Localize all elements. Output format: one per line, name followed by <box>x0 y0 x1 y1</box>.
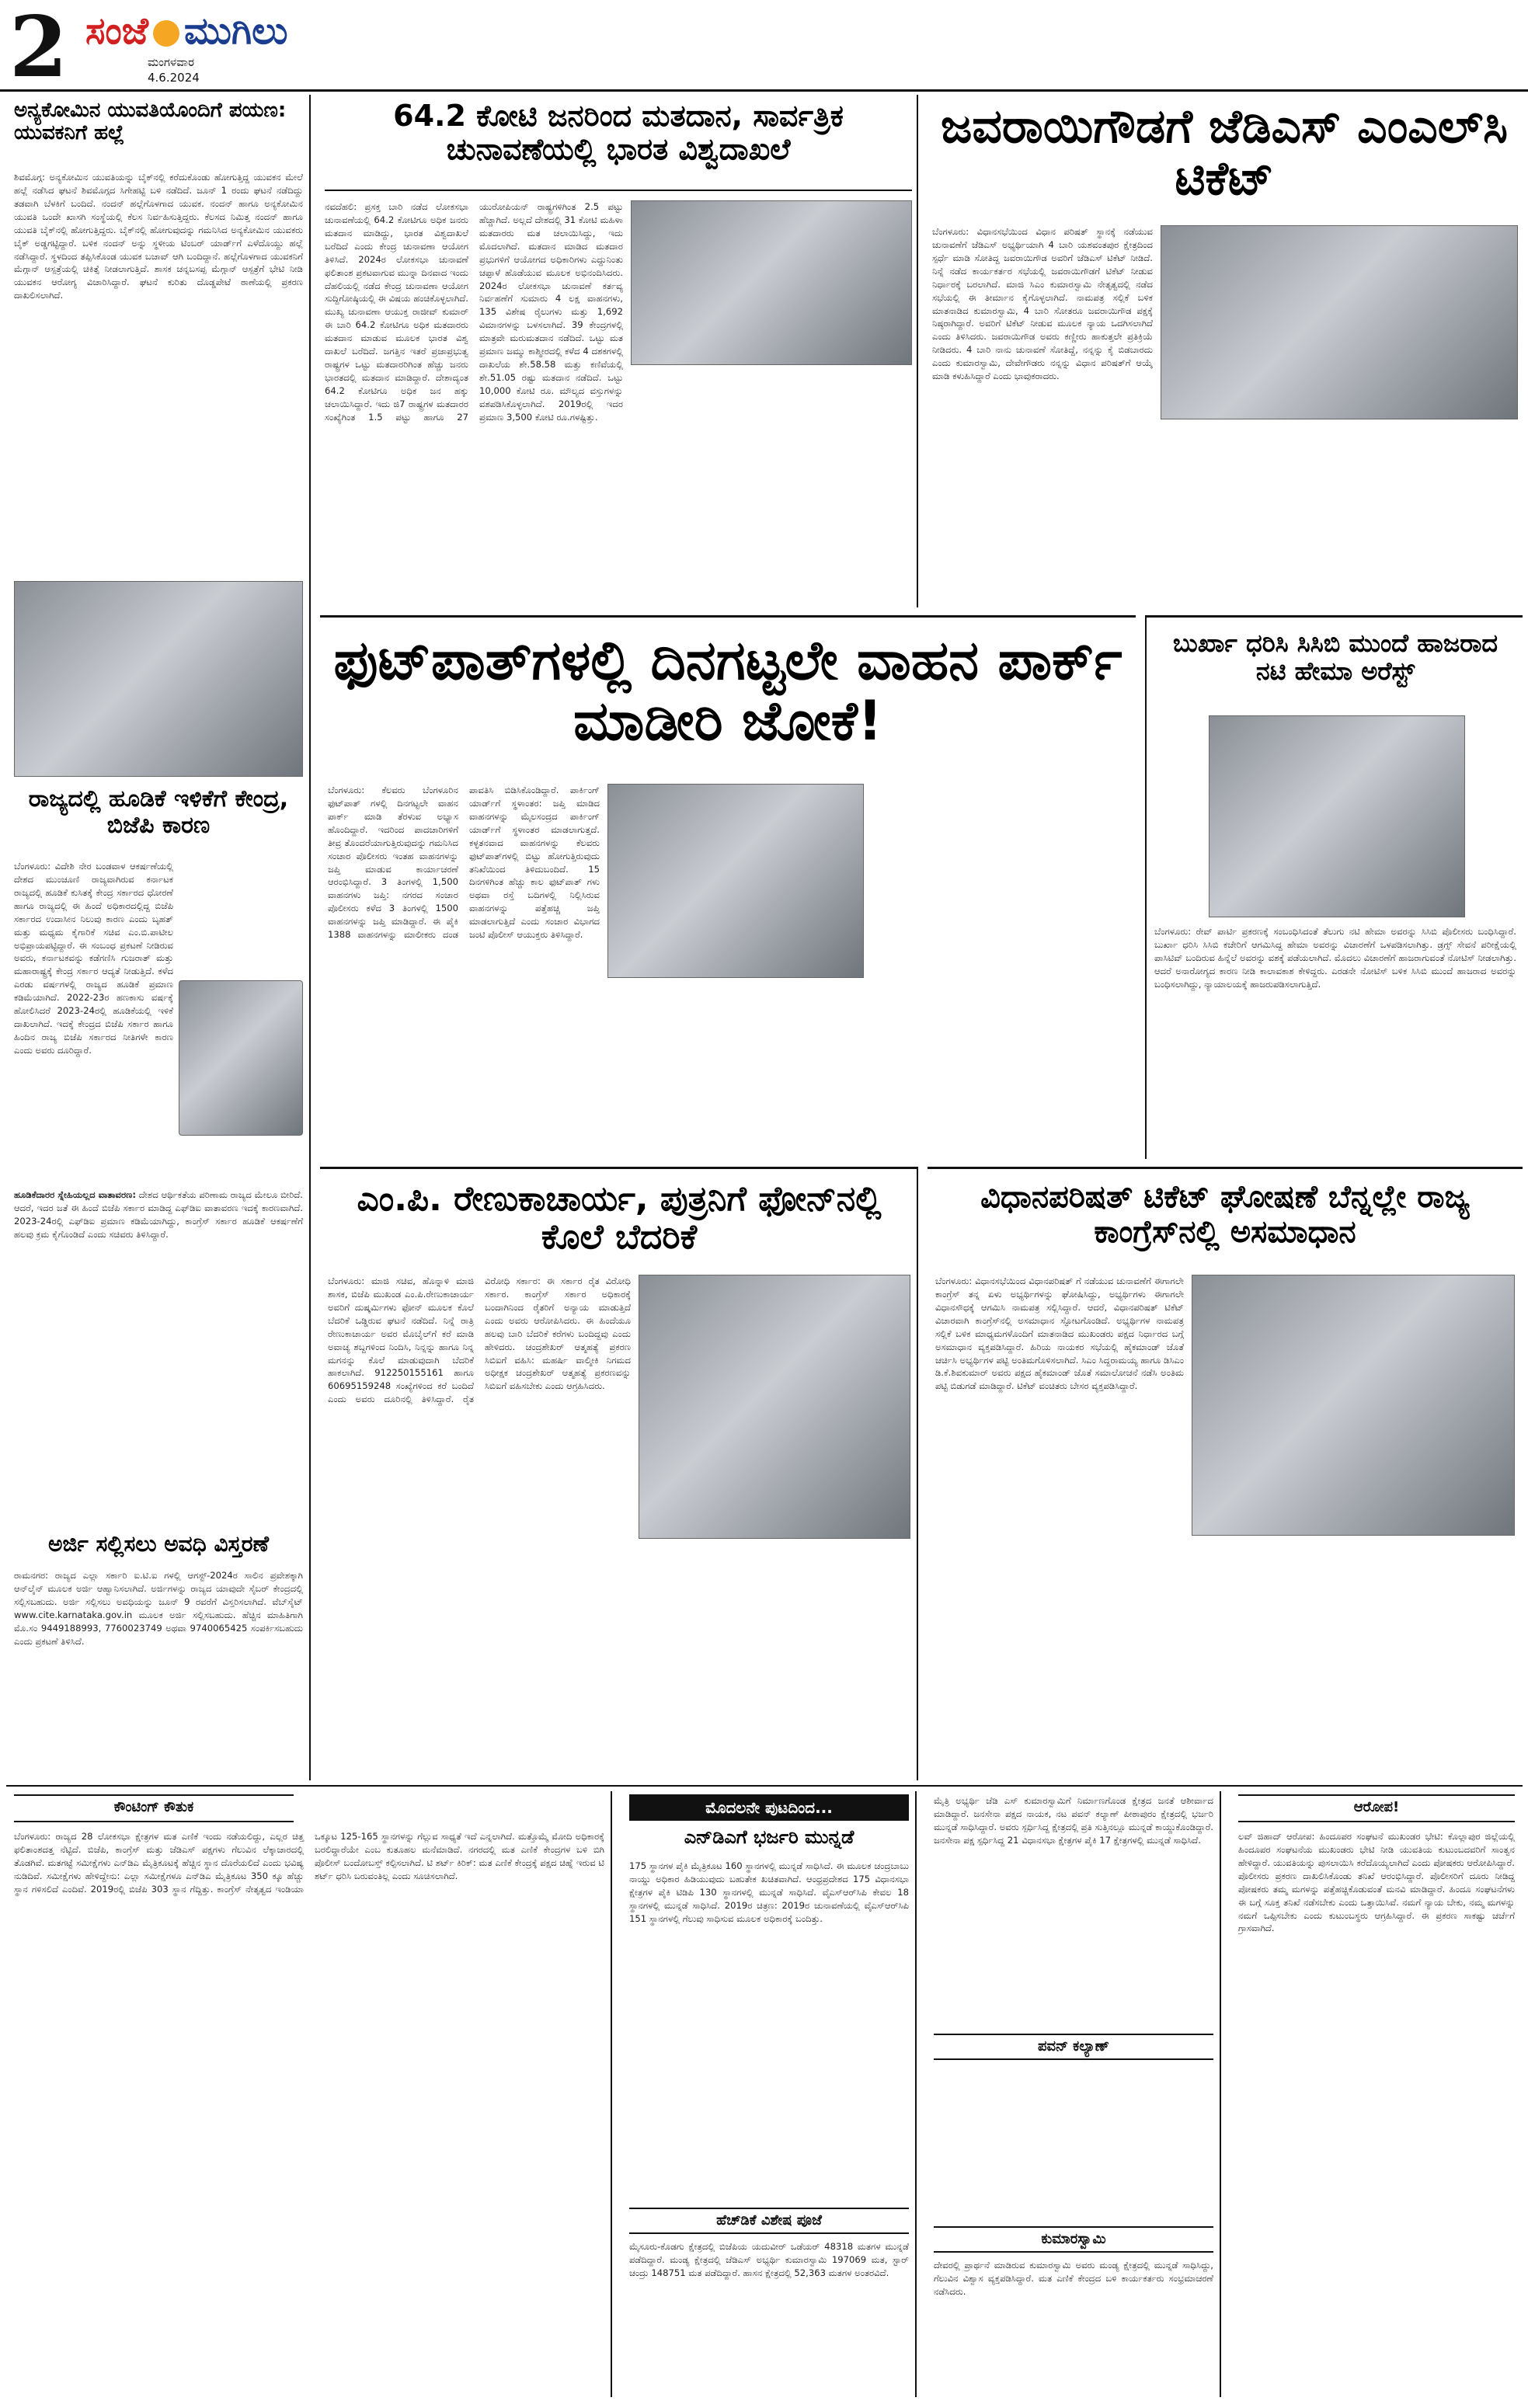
story-body <box>14 1188 303 1421</box>
story-council-ticket <box>928 1167 1523 1780</box>
story-headline: ರಾಜ್ಯದಲ್ಲಿ ಹೂಡಿಕೆ ಇಳಿಕೆಗೆ ಕೇಂದ್ರ, ಬಿಜೆಪಿ ಕಾರಣ <box>28 786 289 839</box>
story-jds-ticket <box>928 95 1523 607</box>
story-body: ಬೆಂಗಳೂರು: ಮಾಜಿ ಸಚಿವ, ಹೊನ್ನಾಳಿ ಮಾಜಿ ಶಾಸಕ, ಬಿಜೆಪಿ ಮುಖಂಡ ಎಂ.ಪಿ.ರೇಣುಕಾಚಾರ್ಯ ಅವರಿಗೆ ದುಷ್ಕರ್ಮಿಗಳು ಫೋನ್ ಮೂಲಕ ಕೊಲೆ ಬೆದರಿಕೆ ಒಡ್ಡಿರುವ ಘಟನೆ ನಡೆದಿದೆ. ನಿನ್ನೆ ರಾತ್ರಿ ರೇಣುಕಾಚಾರ್ಯ ಅವರ ಮೊಬೈಲ್‌ಗೆ ಕರೆ ಮಾಡಿ ಅವಾಚ್ಯ ಶಬ್ದಗಳಿಂದ ನಿಂದಿಸಿ, ನಿನ್ನನ್ನು ಹಾಗೂ ನಿನ್ನ ಮಗನನ್ನು ಕೊಲೆ ಮಾಡುವುದಾಗಿ ಬೆದರಿಕೆ ಹಾಕಲಾಗಿದೆ. 912250155161 ಹಾಗೂ 60695159248 ಸಂಖ್ಯೆಗಳಿಂದ ಕರೆ ಬಂದಿದೆ ಎಂದು ಅವರು ದೂರಿನಲ್ಲಿ ತಿಳಿಸಿದ್ದಾರೆ. ರೈತ ವಿರೋಧಿ ಸರ್ಕಾರ: ಈ ಸರ್ಕಾರ ರೈತ ವಿರೋಧಿ ಸರ್ಕಾರ. ಕಾಂಗ್ರೆಸ್ ಸರ್ಕಾರ ಅಧಿಕಾರಕ್ಕೆ ಬಂದಾಗಿನಿಂದ ರೈತರಿಗೆ ಅನ್ಯಾಯ ಮಾಡುತ್ತಿದೆ ಎಂದು ಅವರು ಆರೋಪಿಸಿದರು. ಈ ಹಿಂದೆಯೂ ಹಲವು ಬಾರಿ ಬೆದರಿಕೆ ಕರೆಗಳು ಬಂದಿದ್ದವು ಎಂದು ಹೇಳಿದರು. ಚಂದ್ರಶೇಖರ್ ಆತ್ಮಹತ್ಯೆ ಪ್ರಕರಣ ಸಿಬಿಐಗೆ ವಹಿಸಿ: ಮಹರ್ಷಿ ವಾಲ್ಮೀಕಿ ನಿಗಮದ ಅಧೀಕ್ಷಕ ಚಂದ್ರಶೇಖರ್ ಆತ್ಮಹತ್ಯೆ ಪ್ರಕರಣವನ್ನು ಸಿಬಿಐಗೆ ವಹಿಸಬೇಕು ಎಂದು ಆಗ್ರಹಿಸಿದರು. <box>328 1275 631 1405</box>
subhead: ಹೂಡಿಕೆದಾರರ ಸ್ನೇಹಿಯಲ್ಲದ ವಾತಾವರಣ: <box>14 1189 136 1200</box>
date: 4.6.2024 <box>148 71 200 85</box>
group-photo <box>1161 225 1518 419</box>
story-body-continued: ದೇಶದ ಆರ್ಥಿಕತೆಯ ಪರಿಣಾಮ ರಾಜ್ಯದ ಮೇಲೂ ಬೀರಿದೆ. ಆದರೆ, ಇದರ ಜತೆ ಈ ಹಿಂದೆ ಬಿಜೆಪಿ ಸರ್ಕಾರ ಮಾಡಿದ್ದ ಎಫ್‌ಡಿಐ ವಾತಾವರಣ ಇದಕ್ಕೆ ಕಾರಣವಾಗಿದೆ. 2023-24ರಲ್ಲಿ ಎಫ್‌ಡಿಐ ಪ್ರಮಾಣ ಕಡಿಮೆಯಾಗಿದ್ದು, ಕಾಂಗ್ರೆಸ್ ಸರ್ಕಾರ ಹೂಡಿಕೆ ಆಕರ್ಷಣೆಗೆ ಹಲವು ಕ್ರಮ ಕೈಗೊಂಡಿದೆ ಎಂದು ಸಚಿವರು ತಿಳಿಸಿದ್ದಾರೆ. <box>14 1189 303 1240</box>
story-headline: ಎಂ.ಪಿ. ರೇಣುಕಾಚಾರ್ಯ, ಪುತ್ರನಿಗೆ ಫೋನ್‌ನಲ್ಲಿ ಕೊಲೆ ಬೆದರಿಕೆ <box>357 1180 882 1258</box>
politician-photo <box>639 1275 910 1539</box>
voters-queue-photo <box>631 200 912 365</box>
story-headline: ಎನ್‌ಡಿಎಗೆ ಭರ್ಜರಿ ಮುನ್ನಡೆ <box>684 1827 854 1848</box>
story-footpath-parking <box>320 615 1136 1159</box>
story-pawan-kalyan <box>926 1791 1221 2397</box>
story-allegation <box>1230 1791 1523 2397</box>
story-threat-call <box>320 1167 918 1780</box>
story-body: ಬೆಂಗಳೂರು: ವಿಧಾನಸಭೆಯಿಂದ ವಿಧಾನ ಪರಿಷತ್ ಸ್ಥಾನಕ್ಕೆ ನಡೆಯುವ ಚುನಾವಣೆಗೆ ಜೆಡಿಎಸ್ ಅಭ್ಯರ್ಥಿಯಾಗಿ 4 ಬಾರಿ ಯಶವಂತಪುರ ಕ್ಷೇತ್ರದಿಂದ ಸ್ಪರ್ಧೆ ಮಾಡಿ ಸೋತಿದ್ದ ಜವರಾಯಿಗೌಡ ಅವರಿಗೆ ಜೆಡಿಎಸ್ ಟಿಕೆಟ್ ನೀಡಿದೆ. ನಿನ್ನೆ ನಡೆದ ಕಾರ್ಯಕರ್ತರ ಸಭೆಯಲ್ಲಿ ಜವರಾಯಿಗೌಡಗೆ ಟಿಕೆಟ್ ನೀಡುವ ನಿರ್ಧಾರಕ್ಕೆ ಬರಲಾಗಿದೆ. ಮಾಜಿ ಸಿಎಂ ಕುಮಾರಸ್ವಾಮಿ ನೇತೃತ್ವದಲ್ಲಿ ನಡೆದ ಸಭೆಯಲ್ಲಿ ಈ ತೀರ್ಮಾನ ಕೈಗೊಳ್ಳಲಾಗಿದೆ. ನಾಮಪತ್ರ ಸಲ್ಲಿಕೆ ಬಳಿಕ ಮಾತನಾಡಿದ ಕುಮಾರಸ್ವಾಮಿ, 4 ಬಾರಿ ಸೋತರೂ ಜವರಾಯಿಗೌಡ ಪಕ್ಷಕ್ಕೆ ನಿಷ್ಠರಾಗಿದ್ದಾರೆ. ಅವರಿಗೆ ಟಿಕೆಟ್ ನೀಡುವ ಮೂಲಕ ನ್ಯಾಯ ಒದಗಿಸಲಾಗಿದೆ ಎಂದು ತಿಳಿಸಿದರು. ಜವರಾಯಿಗೌಡ ಅವರು ಕಣ್ಣೀರು ಹಾಕುತ್ತಲೇ ಪ್ರತಿಕ್ರಿಯೆ ನೀಡಿದರು. 4 ಬಾರಿ ನಾನು ಚುನಾವಣೆ ಸೋತಿದ್ದೆ, ನನ್ನನ್ನು ಕೈ ಬಿಡಬಾರದು ಎಂದು ಕುಮಾರಸ್ವಾಮಿ, ದೇವೇಗೌಡರು ನನ್ನನ್ನು ವಿಧಾನ ಪರಿಷತ್‌ಗೆ ಆಯ್ಕೆ ಮಾಡಿ ಕಳುಹಿಸಿದ್ದಾರೆ ಎಂದು ಭಾವುಕರಾದರು. <box>932 226 1153 382</box>
continued-label: ಮೊದಲನೇ ಪುಟದಿಂದ... <box>629 1794 909 1821</box>
weekday: ಮಂಗಳವಾರ <box>148 55 195 69</box>
logo-text-b: ಮುಗಿಲು <box>183 9 288 53</box>
story-vote-record <box>320 95 918 607</box>
story-body-continued: ಮೈಸೂರು-ಕೊಡಗು ಕ್ಷೇತ್ರದಲ್ಲಿ ಬಿಜೆಪಿಯ ಯದುವೀರ್ ಒಡೆಯರ್ 48318 ಮತಗಳ ಮುನ್ನಡೆ ಪಡೆದಿದ್ದಾರೆ. ಮಂಡ್ಯ ಕ್ಷೇತ್ರದಲ್ಲಿ ಜೆಡಿಎಸ್ ಅಭ್ಯರ್ಥಿ ಕುಮಾರಸ್ವಾಮಿ 197069 ಮತ, ಸ್ಟಾರ್ ಚಂದ್ರು 148751 ಮತ ಪಡೆದಿದ್ದಾರೆ. ಹಾಸನ ಕ್ಷೇತ್ರದಲ್ಲಿ 52,363 ಮತಗಳ ಅಂತರವಿದೆ. <box>629 2241 909 2278</box>
story-body: ಶಿವಮೊಗ್ಗ: ಅನ್ಯಕೋಮಿನ ಯುವತಿಯನ್ನು ಬೈಕ್‌ನಲ್ಲಿ ಕರೆದುಕೊಂಡು ಹೋಗುತ್ತಿದ್ದ ಯುವಕನ ಮೇಲೆ ಹಲ್ಲೆ ನಡೆಸಿದ ಘಟನೆ ಶಿವಮೊಗ್ಗದ ಸಿಗೇಹಟ್ಟಿ ಬಳಿ ನಡೆದಿದೆ. ಜೂನ್ 1 ರಂದು ಘಟನೆ ನಡೆದಿದ್ದು ತಡವಾಗಿ ಬೆಳಕಿಗೆ ಬಂದಿದೆ. ನಂದನ್ ಹಲ್ಲೆಗೊಳಗಾದ ಯುವಕ. ನಂದನ್ ಹಾಗೂ ಅನ್ಯಕೋಮಿನ ಯುವತಿ ಒಂದೇ ಖಾಸಗಿ ಸಂಸ್ಥೆಯಲ್ಲಿ ಕೆಲಸ ನಿರ್ವಹಿಸುತ್ತಿದ್ದರು. ಕೆಲಸದ ನಿಮಿತ್ತ ನಂದನ್ ಹಾಗೂ ಯುವತಿ ಬೈಕ್‌ನಲ್ಲಿ ಹೋಗುತ್ತಿದ್ದರು. ಬೈಕ್‌ನಲ್ಲಿ ಹೋಗುವುದನ್ನು ಗಮನಿಸಿದ ಅನ್ಯಕೋಮಿನ ಯುವಕರು ಬೈಕ್ ಅಡ್ಡಗಟ್ಟಿದ್ದಾರೆ. ಬಳಿಕ ನಂದನ್ ಅನ್ನು ಸ್ಥಳೀಯ ಟಿಂಬರ್ ಯಾರ್ಡ್‌ಗೆ ಎಳೆದೊಯ್ದು ಹಲ್ಲೆ ನಡೆಸಿದ್ದಾರೆ. ಸ್ಥಳದಿಂದ ತಪ್ಪಿಸಿಕೊಂಡ ಯುವಕ ಬಚಾವ್ ಆಗಿ ಬಂದಿದ್ದಾನೆ. ಹಲ್ಲೆಗೊಳಗಾದ ಯುವಕನಿಗೆ ಮೆಗ್ಗಾನ್ ಆಸ್ಪತ್ರೆಯಲ್ಲಿ ಚಿಕಿತ್ಸೆ ನೀಡಲಾಗುತ್ತಿದೆ. ಶಾಸಕ ಚನ್ನಬಸಪ್ಪ ಮೆಗ್ಗಾನ್ ಆಸ್ಪತ್ರೆಗೆ ಭೇಟಿ ನೀಡಿ ಯುವಕನ ಆರೋಗ್ಯ ವಿಚಾರಿಸಿದ್ದಾರೆ. ಘಟನೆ ಕುರಿತು ದೊಡ್ಡಪೇಟೆ ಠಾಣೆಯಲ್ಲಿ ಪ್ರಕರಣ ದಾಖಲಿಸಲಾಗಿದೆ. <box>14 172 303 301</box>
divider <box>325 190 912 191</box>
story-body: ರಾಮನಗರ: ರಾಜ್ಯದ ಎಲ್ಲಾ ಸರ್ಕಾರಿ ಐ.ಟಿ.ಐ ಗಳಲ್ಲಿ ಆಗಸ್ಟ್-2024ರ ಸಾಲಿನ ಪ್ರವೇಶಕ್ಕಾಗಿ ಆನ್‌ಲೈನ್ ಮೂಲಕ ಅರ್ಜಿ ಆಹ್ವಾನಿಸಲಾಗಿದೆ. ಅರ್ಜಿಗಳನ್ನು ರಾಜ್ಯದ ಯಾವುದೇ ಸೈಬರ್ ಕೇಂದ್ರದಲ್ಲಿ ಸಲ್ಲಿಸಬಹುದು. ಅರ್ಜಿ ಸಲ್ಲಿಸಲು ಅವಧಿಯನ್ನು ಜೂನ್ 9 ರವರೆಗೆ ವಿಸ್ತರಿಸಲಾಗಿದೆ. ವೆಬ್‌ಸೈಟ್ www.cite.karnataka.gov.in ಮೂಲಕ ಅರ್ಜಿ ಸಲ್ಲಿಸಬಹುದು. ಹೆಚ್ಚಿನ ಮಾಹಿತಿಗಾಗಿ ಮೊ.ಸಂ 9449188993, 7760023749 ಅಥವಾ 9740065425 ಸಂಪರ್ಕಿಸಬಹುದು ಎಂದು ಪ್ರಕಟಣೆ ತಿಳಿಸಿದೆ. <box>14 1570 303 1647</box>
story-headline: ಆರೋಪ! <box>1238 1794 1515 1822</box>
story-body: ಬೆಂಗಳೂರು: ವಿದೇಶಿ ನೇರ ಬಂಡವಾಳ ಆಕರ್ಷಣೆಯಲ್ಲಿ ದೇಶದ ಮುಂಚೂಣಿ ರಾಜ್ಯವಾಗಿರುವ ಕರ್ನಾಟಕ ರಾಜ್ಯದಲ್ಲಿ ಹೂಡಿಕೆ ಕುಸಿತಕ್ಕೆ ಕೇಂದ್ರ ಸರ್ಕಾರದ ಧೋರಣೆ ಹಾಗೂ ರಾಜ್ಯದಲ್ಲಿ ಈ ಹಿಂದೆ ಅಧಿಕಾರದಲ್ಲಿದ್ದ ಬಿಜೆಪಿ ಸರ್ಕಾರದ ಉದಾಸೀನ ನಿಲುವು ಕಾರಣ ಎಂದು ಬೃಹತ್ ಮತ್ತು ಮಧ್ಯಮ ಕೈಗಾರಿಕೆ ಸಚಿವ ಎಂ.ಬಿ.ಪಾಟೀಲ ಅಭಿಪ್ರಾಯಪಟ್ಟಿದ್ದಾರೆ. ಈ ಸಂಬಂಧ ಪ್ರಕಟಣೆ ನೀಡಿರುವ ಅವರು, ಕರ್ನಾಟಕವನ್ನು ಕಡೆಗಣಿಸಿ ಗುಜರಾತ್ ಮತ್ತು ಮಹಾರಾಷ್ಟ್ರಕ್ಕೆ ಕೇಂದ್ರ ಸರ್ಕಾರ ಆದ್ಯತೆ ನೀಡುತ್ತಿದೆ. ಕಳೆದ ಎರಡು ವರ್ಷಗಳಲ್ಲಿ ರಾಜ್ಯದ ಹೂಡಿಕೆ ಪ್ರಮಾಣ ಕಡಿಮೆಯಾಗಿದೆ. 2022-23ರ ಹಣಕಾಸು ವರ್ಷಕ್ಕೆ ಹೋಲಿಸಿದರೆ 2023-24ರಲ್ಲಿ ಹೂಡಿಕೆಯಲ್ಲಿ ಇಳಿಕೆ ದಾಖಲಾಗಿದೆ. ಇದಕ್ಕೆ ಕೇಂದ್ರದ ಬಿಜೆಪಿ ಸರ್ಕಾರ ಹಾಗೂ ಹಿಂದಿನ ರಾಜ್ಯ ಬಿಜೆಪಿ ಸರ್ಕಾರದ ನೀತಿಗಳೇ ಕಾರಣ ಎಂದು ಅವರು ದೂರಿದ್ದಾರೆ. <box>14 861 173 1056</box>
story-headline: ಜವರಾಯಿಗೌಡಗೆ ಜೆಡಿಎಸ್ ಎಂಎಲ್‌ಸಿ ಟಿಕೆಟ್ <box>941 101 1508 207</box>
portrait-photo <box>179 980 303 1136</box>
story-headline: ವಿಧಾನಪರಿಷತ್ ಟಿಕೆಟ್ ಘೋಷಣೆ ಬೆನ್ನಲ್ಲೇ ರಾಜ್ಯ ಕಾಂಗ್ರೆಸ್‌ನಲ್ಲಿ ಅಸಮಾಧಾನ <box>980 1180 1470 1250</box>
story-body: ಬೆಂಗಳೂರು: ಕೆಲವರು ಬೆಂಗಳೂರಿನ ಫುಟ್‌ಪಾತ್ ಗಳಲ್ಲಿ ದಿನಗಟ್ಟಲೇ ವಾಹನ ಪಾರ್ಕ್ ಮಾಡಿ ತೆರಳುವ ಅಭ್ಯಾಸ ಹೊಂದಿದ್ದಾರೆ. ಇದರಿಂದ ಪಾದಚಾರಿಗಳಿಗೆ ತೀವ್ರ ತೊಂದರೆಯಾಗುತ್ತಿರುವುದನ್ನು ಗಮನಿಸಿದ ಸಂಚಾರ ಪೊಲೀಸರು ಇಂತಹ ವಾಹನಗಳನ್ನು ಜಪ್ತಿ ಮಾಡುವ ಕಾರ್ಯಾಚರಣೆ ಆರಂಭಿಸಿದ್ದಾರೆ. 3 ತಿಂಗಳಲ್ಲಿ 1,500 ವಾಹನಗಳು ಜಪ್ತಿ: ನಗರದ ಸಂಚಾರ ಪೊಲೀಸರು ಕಳೆದ 3 ತಿಂಗಳಲ್ಲಿ 1500 ವಾಹನಗಳನ್ನು ಜಪ್ತಿ ಮಾಡಿದ್ದಾರೆ. ಈ ಪೈಕಿ 1388 ವಾಹನಗಳನ್ನು ಮಾಲೀಕರು ದಂಡ ಪಾವತಿಸಿ ಬಿಡಿಸಿಕೊಂಡಿದ್ದಾರೆ. ಪಾರ್ಕಿಂಗ್ ಯಾರ್ಡ್‌ಗೆ ಸ್ಥಳಾಂತರ: ಜಪ್ತಿ ಮಾಡಿದ ವಾಹನಗಳನ್ನು ಮೈಲಸಂದ್ರದ ಪಾರ್ಕಿಂಗ್ ಯಾರ್ಡ್‌ಗೆ ಸ್ಥಳಾಂತರ ಮಾಡಲಾಗುತ್ತದೆ. ಕಳ್ಳತನವಾದ ವಾಹನಗಳನ್ನು ಕೆಲವರು ಫುಟ್‌ಪಾತ್‌ಗಳಲ್ಲಿ ಬಿಟ್ಟು ಹೋಗುತ್ತಿರುವುದು ತನಿಖೆಯಿಂದ ತಿಳಿದುಬಂದಿದೆ. 15 ದಿನಗಳಿಗಿಂತ ಹೆಚ್ಚು ಕಾಲ ಫುಟ್‌ಪಾತ್ ಗಳು ಅಥವಾ ರಸ್ತೆ ಬದಿಗಳಲ್ಲಿ ನಿಲ್ಲಿಸಿರುವ ವಾಹನಗಳನ್ನು ಪತ್ತೆಹಚ್ಚಿ ಜಪ್ತಿ ಮಾಡಲಾಗುತ್ತಿದೆ ಎಂದು ಸಂಚಾರ ವಿಭಾಗದ ಜಂಟಿ ಪೊಲೀಸ್ ಆಯುಕ್ತರು ತಿಳಿಸಿದ್ದಾರೆ. <box>328 785 600 941</box>
hospital-photo <box>14 581 303 777</box>
page-number: 2 <box>9 5 68 90</box>
story-body-continued <box>1192 1542 1515 1772</box>
story-headline: ಬುರ್ಖಾ ಧರಿಸಿ ಸಿಸಿಬಿ ಮುಂದೆ ಹಾಜರಾದ ನಟಿ ಹೇಮಾ ಅರೆಸ್ಟ್ <box>1172 630 1498 686</box>
story-headline: ಪವನ್ ಕಲ್ಯಾಣ್ <box>934 2034 1213 2060</box>
story-counting <box>6 1791 612 2397</box>
story-body: ಬೆಂಗಳೂರು: ರಾಜ್ಯದ 28 ಲೋಕಸಭಾ ಕ್ಷೇತ್ರಗಳ ಮತ ಎಣಿಕೆ ಇಂದು ನಡೆಯಲಿದ್ದು, ಎಲ್ಲರ ಚಿತ್ತ ಫಲಿತಾಂಶದತ್ತ ನೆಟ್ಟಿದೆ. ಬಿಜೆಪಿ, ಕಾಂಗ್ರೆಸ್ ಮತ್ತು ಜೆಡಿಎಸ್ ಪಕ್ಷಗಳು ಗೆಲುವಿನ ಲೆಕ್ಕಾಚಾರದಲ್ಲಿ ತೊಡಗಿವೆ. ಮತಗಟ್ಟೆ ಸಮೀಕ್ಷೆಗಳು ಎನ್‌ಡಿಎ ಮೈತ್ರಿಕೂಟಕ್ಕೆ ಹೆಚ್ಚಿನ ಸ್ಥಾನ ದೊರೆಯಲಿದೆ ಎಂದು ಭವಿಷ್ಯ ನುಡಿದಿವೆ. ಸಮೀಕ್ಷೆಗಳು ಹೇಳಿದ್ದೇನು: ಎಲ್ಲಾ ಸಮೀಕ್ಷೆಗಳೂ ಎನ್‌ಡಿಎ ಮೈತ್ರಿಕೂಟ 350 ಕ್ಕೂ ಹೆಚ್ಚು ಸ್ಥಾನ ಗಳಿಸಲಿದೆ ಎಂದಿವೆ. 2019ರಲ್ಲಿ ಬಿಜೆಪಿ 303 ಸ್ಥಾನ ಗೆದ್ದಿತ್ತು. ಕಾಂಗ್ರೆಸ್ ನೇತೃತ್ವದ ಇಂಡಿಯಾ ಒಕ್ಕೂಟ 125-165 ಸ್ಥಾನಗಳನ್ನು ಗೆಲ್ಲುವ ಸಾಧ್ಯತೆ ಇದೆ ಎನ್ನಲಾಗಿದೆ. ಮತ್ತೊಮ್ಮೆ ಮೋದಿ ಅಧಿಕಾರಕ್ಕೆ ಬರಲಿದ್ದಾರೆಯೇ ಎಂಬ ಕುತೂಹಲ ಮನೆಮಾಡಿದೆ. ನಗರದಲ್ಲಿ ಮತ ಎಣಿಕೆ ಕೇಂದ್ರಗಳ ಬಳಿ ಬಿಗಿ ಪೊಲೀಸ್ ಬಂದೋಬಸ್ತ್ ಕಲ್ಪಿಸಲಾಗಿದೆ. ಟಿ ಶರ್ಟ್ ಕಿರಿಕ್: ಮತ ಎಣಿಕೆ ಕೇಂದ್ರಕ್ಕೆ ಪಕ್ಷದ ಚಿಹ್ನೆ ಇರುವ ಟಿ ಶರ್ಟ್ ಧರಿಸಿ ಬರುವಂತಿಲ್ಲ ಎಂದು ಸೂಚಿಸಲಾಗಿದೆ. <box>14 1831 604 1895</box>
story-body: ಮೈತ್ರಿ ಅಭ್ಯರ್ಥಿ ಜೆಡಿ ಎಸ್ ಕುಮಾರಸ್ವಾಮಿಗೆ ನಿರ್ಮಾಣಗೊಂಡ ಕ್ಷೇತ್ರದ ಜನತೆ ಆಶೀರ್ವಾದ ಮಾಡಿದ್ದಾರೆ. ಜನಸೇನಾ ಪಕ್ಷದ ನಾಯಕ, ನಟ ಪವನ್ ಕಲ್ಯಾಣ್ ಪೀಠಾಪುರಂ ಕ್ಷೇತ್ರದಲ್ಲಿ ಭರ್ಜರಿ ಮುನ್ನಡೆ ಸಾಧಿಸಿದ್ದಾರೆ. ಅವರು ಸ್ಪರ್ಧಿಸಿದ್ದ ಕ್ಷೇತ್ರದಲ್ಲಿ ಪ್ರತಿ ಸುತ್ತಿನಲ್ಲೂ ಮುನ್ನಡೆ ಕಾಯ್ದುಕೊಂಡಿದ್ದಾರೆ. ಜನಸೇನಾ ಪಕ್ಷ ಸ್ಪರ್ಧಿಸಿದ್ದ 21 ವಿಧಾನಸಭಾ ಕ್ಷೇತ್ರಗಳ ಪೈಕಿ 17 ಕ್ಷೇತ್ರಗಳಲ್ಲಿ ಮುನ್ನಡೆ ಸಾಧಿಸಿದೆ. <box>934 1795 1213 1846</box>
story-body: 175 ಸ್ಥಾನಗಳ ಪೈಕಿ ಮೈತ್ರಿಕೂಟ 160 ಸ್ಥಾನಗಳಲ್ಲಿ ಮುನ್ನಡೆ ಸಾಧಿಸಿದೆ. ಈ ಮೂಲಕ ಚಂದ್ರಬಾಬು ನಾಯ್ಡು ಅಧಿಕಾರ ಹಿಡಿಯುವುದು ಬಹುತೇಕ ಖಚಿತವಾಗಿದೆ. ಆಂಧ್ರಪ್ರದೇಶದ 175 ವಿಧಾನಸಭಾ ಕ್ಷೇತ್ರಗಳ ಪೈಕಿ ಟಿಡಿಪಿ 130 ಸ್ಥಾನಗಳಲ್ಲಿ ಮುನ್ನಡೆ ಸಾಧಿಸಿದೆ. ವೈಎಸ್‌ಆರ್‌ಸಿಪಿ ಕೇವಲ 18 ಸ್ಥಾನಗಳಲ್ಲಿ ಮುನ್ನಡೆ ಸಾಧಿಸಿದೆ. 2019ರ ಚಿತ್ರಣ: 2019ರ ಚುನಾವಣೆಯಲ್ಲಿ ವೈಎಸ್‌ಆರ್‌ಸಿಪಿ 151 ಸ್ಥಾನಗಳಲ್ಲಿ ಗೆಲುವು ಸಾಧಿಸುವ ಮೂಲಕ ಅಧಿಕಾರಕ್ಕೆ ಬಂದಿತ್ತು. <box>629 1860 909 1924</box>
story-body-continued <box>639 1545 910 1772</box>
paper-logo <box>85 8 318 54</box>
story-headline: 64.2 ಕೋಟಿ ಜನರಿಂದ ಮತದಾನ, ಸಾರ್ವತ್ರಿಕ ಚುನಾವಣೆಯಲ್ಲಿ ಭಾರತ ವಿಶ್ವದಾಖಲೆ <box>393 99 844 166</box>
actress-photo <box>1209 715 1465 917</box>
story-actress-arrest <box>1145 615 1523 1159</box>
story-body-continued <box>1161 426 1518 598</box>
subhead: ಕುಮಾರಸ್ವಾಮಿ <box>934 2226 1213 2253</box>
subhead: ಹೆಚ್‌ಡಿಕೆ ವಿಶೇಷ ಪೂಜೆ <box>629 2208 909 2234</box>
story-nda-lead <box>621 1791 917 2397</box>
parked-cars-photo <box>607 784 864 978</box>
story-body: ಬೆಂಗಳೂರು: ರೇವ್ ಪಾರ್ಟಿ ಪ್ರಕರಣಕ್ಕೆ ಸಂಬಂಧಿಸಿದಂತೆ ತೆಲುಗು ನಟಿ ಹೇಮಾ ಅವರನ್ನು ಸಿಸಿಬಿ ಪೊಲೀಸರು ಬಂಧಿಸಿದ್ದಾರೆ. ಬುರ್ಖಾ ಧರಿಸಿ ಸಿಸಿಬಿ ಕಚೇರಿಗೆ ಆಗಮಿಸಿದ್ದ ಹೇಮಾ ಅವರನ್ನು ವಿಚಾರಣೆಗೆ ಒಳಪಡಿಸಲಾಗಿತ್ತು. ಡ್ರಗ್ಸ್ ಸೇವನೆ ಪರೀಕ್ಷೆಯಲ್ಲಿ ಪಾಸಿಟಿವ್ ಬಂದಿರುವ ಹಿನ್ನೆಲೆ ಅವರನ್ನು ವಶಕ್ಕೆ ಪಡೆಯಲಾಗಿದೆ. ಮೊದಲು ವಿಚಾರಣೆಗೆ ಹಾಜರಾಗುವಂತೆ ನೋಟಿಸ್ ನೀಡಲಾಗಿತ್ತು. ಆದರೆ ಅನಾರೋಗ್ಯದ ಕಾರಣ ನೀಡಿ ಕಾಲಾವಕಾಶ ಕೇಳಿದ್ದರು. ಎರಡನೇ ನೋಟಿಸ್ ಬಳಿಕ ಸಿಸಿಬಿ ಮುಂದೆ ಹಾಜರಾದ ಅವರನ್ನು ಬಂಧಿಸಲಾಗಿದ್ದು, ನ್ಯಾಯಾಲಯಕ್ಕೆ ಹಾಜರುಪಡಿಸಲಾಗುತ್ತಿದೆ. <box>1154 926 1516 990</box>
story-headline: ಅರ್ಜಿ ಸಲ್ಲಿಸಲು ಅವಧಿ ವಿಸ್ತರಣೆ <box>48 1532 269 1557</box>
story-body-continued: ದೇವರಲ್ಲಿ ಪ್ರಾರ್ಥನೆ ಮಾಡಿರುವ ಕುಮಾರಸ್ವಾಮಿ ಅವರು ಮಂಡ್ಯ ಕ್ಷೇತ್ರದಲ್ಲಿ ಮುನ್ನಡೆ ಸಾಧಿಸಿದ್ದು, ಗೆಲುವಿನ ವಿಶ್ವಾಸ ವ್ಯಕ್ತಪಡಿಸಿದ್ದಾರೆ. ಮತ ಎಣಿಕೆ ಕೇಂದ್ರದ ಬಳಿ ಕಾರ್ಯಕರ್ತರು ಸಂಭ್ರಮಾಚರಣೆ ನಡೆಸಿದರು. <box>934 2260 1213 2297</box>
story-headline: ಫುಟ್‌ಪಾತ್‌ಗಳಲ್ಲಿ ದಿನಗಟ್ಟಲೇ ವಾಹನ ಪಾರ್ಕ್ ಮಾಡೀರಿ ಜೋಕೆ! <box>333 630 1123 753</box>
story-body-continued <box>872 784 1128 1149</box>
left-column <box>6 95 311 1780</box>
masthead <box>0 0 1528 92</box>
story-body-continued <box>631 371 912 598</box>
story-headline: ಕೌಂಟಿಂಗ್ ಕೌತುಕ <box>14 1794 294 1822</box>
bottom-rule <box>6 1785 1523 1787</box>
story-headline: ಅನ್ಯಕೋಮಿನ ಯುವತಿಯೊಂದಿಗೆ ಪಯಣ: ಯುವಕನಿಗೆ ಹಲ್ಲೆ <box>14 99 287 145</box>
story-body: ಬೆಂಗಳೂರು: ವಿಧಾನಸಭೆಯಿಂದ ವಿಧಾನಪರಿಷತ್ ಗೆ ನಡೆಯುವ ಚುನಾವಣೆಗೆ ಈಗಾಗಲೇ ಕಾಂಗ್ರೆಸ್ ತನ್ನ ಏಳು ಅಭ್ಯರ್ಥಿಗಳನ್ನು ಘೋಷಿಸಿದ್ದು, ಅಭ್ಯರ್ಥಿಗಳು ಈಗಾಗಲೇ ವಿಧಾನಸೌಧಕ್ಕೆ ಆಗಮಿಸಿ ನಾಮಪತ್ರ ಸಲ್ಲಿಸಿದ್ದಾರೆ. ಆದರೆ, ವಿಧಾನಪರಿಷತ್ ಟಿಕೆಟ್ ವಿಚಾರವಾಗಿ ಕಾಂಗ್ರೆಸ್‌ನಲ್ಲಿ ಅಸಮಾಧಾನ ಸ್ಫೋಟಗೊಂಡಿದೆ. ಅಭ್ಯರ್ಥಿಗಳ ನಾಮಪತ್ರ ಸಲ್ಲಿಕೆ ಬಳಿಕ ಮಾಧ್ಯಮಗಳೊಂದಿಗೆ ಮಾತನಾಡಿದ ಮುಖಂಡರು ಪಕ್ಷದ ನಿರ್ಧಾರದ ಬಗ್ಗೆ ಅಸಮಾಧಾನ ವ್ಯಕ್ತಪಡಿಸಿದ್ದಾರೆ. ಹಿರಿಯ ನಾಯಕರ ಸಭೆಯಲ್ಲಿ ಹೈಕಮಾಂಡ್ ಜೊತೆ ಚರ್ಚಿಸಿ ಅಭ್ಯರ್ಥಿಗಳ ಪಟ್ಟಿ ಅಂತಿಮಗೊಳಿಸಲಾಗಿದೆ. ಸಿಎಂ ಸಿದ್ದರಾಮಯ್ಯ ಹಾಗೂ ಡಿಸಿಎಂ ಡಿ.ಕೆ.ಶಿವಕುಮಾರ್ ಅವರು ಪಕ್ಷದ ಹೈಕಮಾಂಡ್ ಜೊತೆ ಸಮಾಲೋಚನೆ ನಡೆಸಿ ಅಂತಿಮ ಪಟ್ಟಿ ಬಿಡುಗಡೆ ಮಾಡಿದ್ದಾರೆ. ಟಿಕೆಟ್ ವಂಚಿತರು ಬೇಸರ ವ್ಯಕ್ತಪಡಿಸಿದ್ದಾರೆ. <box>935 1275 1184 1392</box>
story-body: ಲವ್ ಜಿಹಾದ್ ಆರೋಪ: ಹಿಂದೂಪರ ಸಂಘಟನೆ ಮುಖಂಡರ ಭೇಟಿ: ಕೊಲ್ಲಾಪುರ ಜಿಲ್ಲೆಯಲ್ಲಿ ಹಿಂದೂಪರ ಸಂಘಟನೆಯ ಮುಖಂಡರು ಭೇಟಿ ನೀಡಿ ಯುವತಿಯ ಕುಟುಂಬದವರಿಗೆ ಸಾಂತ್ವನ ಹೇಳಿದ್ದಾರೆ. ಯುವತಿಯನ್ನು ಪುಸಲಾಯಿಸಿ ಕರೆದೊಯ್ಯಲಾಗಿದೆ ಎಂದು ಪೋಷಕರು ಆರೋಪಿಸಿದ್ದಾರೆ. ಪೊಲೀಸರು ಪ್ರಕರಣ ದಾಖಲಿಸಿಕೊಂಡು ತನಿಖೆ ಆರಂಭಿಸಿದ್ದಾರೆ. ಪೊಲೀಸರಿಗೆ ದೂರು ನೀಡಿದ್ದ ಪೋಷಕರು ತಮ್ಮ ಮಗಳನ್ನು ಪತ್ತೆಹಚ್ಚಿಕೊಡುವಂತೆ ಮನವಿ ಮಾಡಿದ್ದಾರೆ. ಹಿಂದೂ ಸಂಘಟನೆಗಳು ಈ ಬಗ್ಗೆ ಸೂಕ್ತ ತನಿಖೆ ನಡೆಸಬೇಕು ಎಂದು ಒತ್ತಾಯಿಸಿವೆ. ನಮಗೆ ನ್ಯಾಯ ಬೇಕು, ನಮ್ಮ ಮಗಳನ್ನು ನಮಗೆ ಒಪ್ಪಿಸಬೇಕು ಎಂದು ಕುಟುಂಬಸ್ಥರು ಆಗ್ರಹಿಸಿದ್ದಾರೆ. ಈ ಪ್ರಕರಣ ಸಾಕಷ್ಟು ಚರ್ಚೆಗೆ ಗ್ರಾಸವಾಗಿದೆ. <box>1238 1831 1515 1934</box>
sun-icon <box>153 20 179 47</box>
meeting-photo <box>1192 1275 1515 1536</box>
story-body: ನವದೆಹಲಿ: ಪ್ರಸಕ್ತ ಬಾರಿ ನಡೆದ ಲೋಕಸಭಾ ಚುನಾವಣೆಯಲ್ಲಿ 64.2 ಕೋಟಿಗೂ ಅಧಿಕ ಜನರು ಮತದಾನ ಮಾಡಿದ್ದು, ಭಾರತ ವಿಶ್ವದಾಖಲೆ ಬರೆದಿದೆ ಎಂದು ಕೇಂದ್ರ ಚುನಾವಣಾ ಆಯೋಗ ತಿಳಿಸಿದೆ. 2024ರ ಲೋಕಸಭಾ ಚುನಾವಣೆ ಫಲಿತಾಂಶ ಪ್ರಕಟವಾಗುವ ಮುನ್ನಾ ದಿನವಾದ ಇಂದು ದೆಹಲಿಯಲ್ಲಿ ನಡೆದ ಕೇಂದ್ರ ಚುನಾವಣಾ ಆಯೋಗ ಸುದ್ದಿಗೋಷ್ಠಿಯಲ್ಲಿ ಈ ವಿಷಯ ಹಂಚಿಕೊಳ್ಳಲಾಗಿದೆ. ಮುಖ್ಯ ಚುನಾವಣಾ ಆಯುಕ್ತ ರಾಜೀವ್ ಕುಮಾರ್ ಈ ಬಾರಿ 64.2 ಕೋಟಿಗೂ ಅಧಿಕ ಮತದಾರರು ಮತದಾನ ಮಾಡುವ ಮೂಲಕ ಭಾರತ ವಿಶ್ವ ದಾಖಲೆ ಬರೆದಿದೆ. ಜಗತ್ತಿನ ಇತರೆ ಪ್ರಜಾಪ್ರಭುತ್ವ ರಾಷ್ಟ್ರಗಳ ಒಟ್ಟು ಮತದಾರರಿಗಿಂತ ಹೆಚ್ಚು ಜನರು ಭಾರತದಲ್ಲಿ ಮತದಾನ ಮಾಡಿದ್ದಾರೆ. ದೇಶಾದ್ಯಂತ 64.2 ಕೋಟಿಗೂ ಅಧಿಕ ಜನ ಹಕ್ಕು ಚಲಾಯಿಸಿದ್ದಾರೆ. ಇದು ಜಿ7 ರಾಷ್ಟ್ರಗಳ ಮತದಾರರ ಸಂಖ್ಯೆಗಿಂತ 1.5 ಪಟ್ಟು ಹಾಗೂ 27 ಯುರೋಪಿಯನ್ ರಾಷ್ಟ್ರಗಳಿಗಿಂತ 2.5 ಪಟ್ಟು ಹೆಚ್ಚಾಗಿದೆ. ಅಲ್ಲದೆ ದೇಶದಲ್ಲಿ 31 ಕೋಟಿ ಮಹಿಳಾ ಮತದಾರರು ಮತ ಚಲಾಯಿಸಿದ್ದು, ಇದು ಮೊದಲಾಗಿದೆ. ಮತದಾನ ಮಾಡಿದ ಮತದಾರ ಪ್ರಭುಗಳಿಗೆ ಆಯೋಗದ ಅಧಿಕಾರಿಗಳು ಎದ್ದುನಿಂತು ಚಪ್ಪಾಳೆ ಹೊಡೆಯುವ ಮೂಲಕ ಅಭಿನಂದಿಸಿದರು. 2024ರ ಲೋಕಸಭಾ ಚುನಾವಣೆ ಕರ್ತವ್ಯ ನಿರ್ವಹಣೆಗೆ ಸುಮಾರು 4 ಲಕ್ಷ ವಾಹನಗಳು, 135 ವಿಶೇಷ ರೈಲುಗಳು ಮತ್ತು 1,692 ವಿಮಾನಗಳನ್ನು ಬಳಸಲಾಗಿದೆ. 39 ಕೇಂದ್ರಗಳಲ್ಲಿ ಮಾತ್ರವೇ ಮರುಮತದಾನ ನಡೆದಿದೆ. ಒಟ್ಟು ಮತ ಪ್ರಮಾಣ ಜಮ್ಮು ಕಾಶ್ಮೀರದಲ್ಲಿ ಕಳೆದ 4 ದಶಕಗಳಲ್ಲಿ ದಾಖಲೆಯ ಶೇ.58.58 ಮತ್ತು ಕಣಿವೆಯಲ್ಲಿ ಶೇ.51.05 ರಷ್ಟು ಮತದಾನ ನಡೆದಿದೆ. ಒಟ್ಟು 10,000 ಕೋಟಿ ರೂ. ಮೌಲ್ಯದ ವಸ್ತುಗಳನ್ನು ವಶಪಡಿಸಿಕೊಳ್ಳಲಾಗಿದೆ. 2019ರಲ್ಲಿ ಇದರ ಪ್ರಮಾಣ 3,500 ಕೋಟಿ ರೂ.ಗಳಷ್ಟಿತ್ತು. <box>325 201 623 423</box>
logo-text-a: ಸಂಜೆ <box>85 9 148 53</box>
dateline <box>148 54 318 87</box>
